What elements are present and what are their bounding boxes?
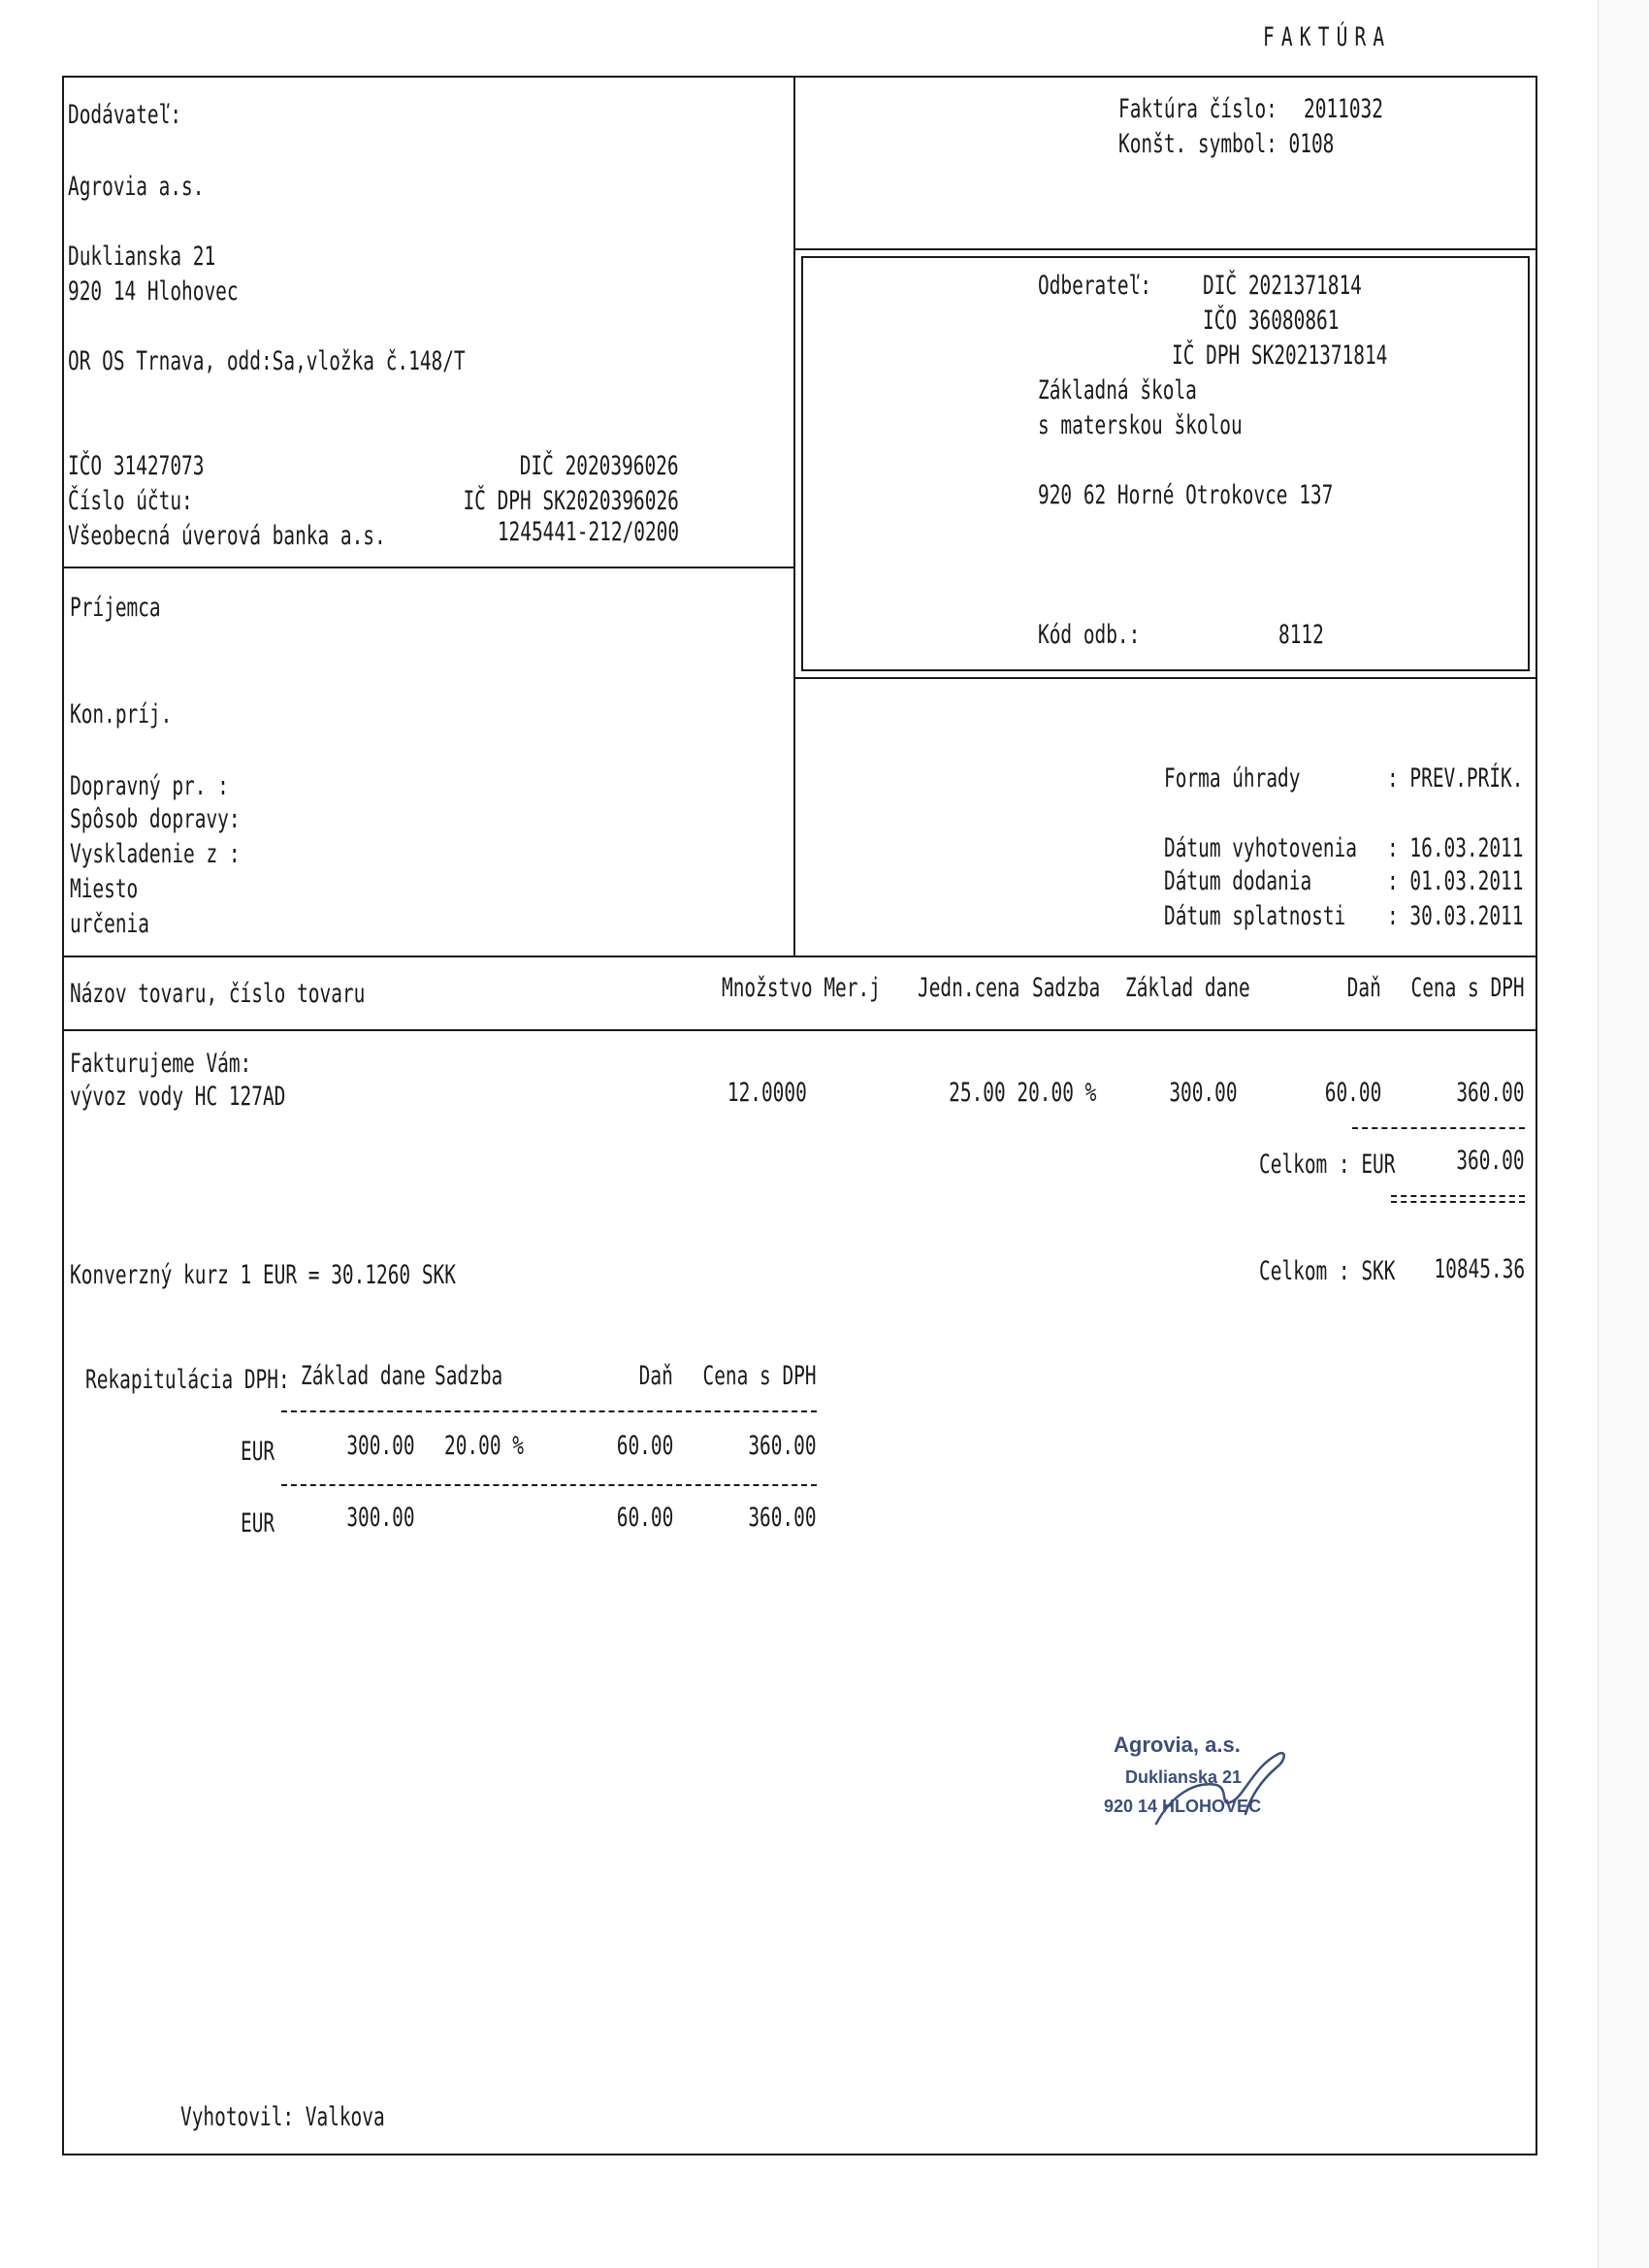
- supplier-street: Duklianska 21: [68, 242, 216, 272]
- col-header-price: Jedn.cena: [918, 973, 1020, 1003]
- constant-symbol: Konšt. symbol: 0108: [1118, 129, 1335, 159]
- carrier-label: Dopravný pr. :: [70, 771, 229, 801]
- supplier-ico: IČO 31427073: [68, 451, 205, 481]
- col-header-qty-unit: Množstvo Mer.j: [722, 973, 881, 1003]
- recap-row1-rate: 20.00 %: [444, 1431, 524, 1461]
- stamp-line-3: 920 14 HLOHOVEC: [1104, 1797, 1262, 1816]
- supplier-city: 920 14 Hlohovec: [68, 276, 239, 307]
- customer-label: Odberateľ:: [1038, 271, 1152, 301]
- document-title: FAKTÚRA: [1263, 22, 1392, 52]
- payment-method: : PREV.PRÍK.: [1387, 763, 1524, 794]
- recap-row2-base: 300.00: [346, 1503, 415, 1533]
- customer-dic: DIČ 2021371814: [1203, 271, 1362, 301]
- recap-row1-total: 360.00: [748, 1431, 817, 1461]
- supplier-heading: Dodávateľ:: [68, 100, 182, 130]
- items-header-top: [62, 956, 1537, 957]
- item-total: 360.00: [1456, 1078, 1525, 1108]
- customer-box-inner: [801, 256, 1530, 671]
- recap-row1-base: 300.00: [346, 1431, 415, 1461]
- supplier-register: OR OS Trnava, odd:Sa,vložka č.148/T: [68, 346, 466, 376]
- supplier-account: 1245441-212/0200: [497, 517, 679, 547]
- item-tax: 60.00: [1324, 1078, 1381, 1108]
- destination-label-2: určenia: [70, 909, 149, 939]
- recipient-label: Príjemca: [70, 593, 161, 623]
- supplier-dic: DIČ 2020396026: [520, 451, 679, 481]
- total-eur-label: Celkom : EUR: [1259, 1150, 1396, 1180]
- signature: [1096, 1731, 1329, 1828]
- recap-row2-currency: EUR: [241, 1508, 275, 1539]
- frame-top: [62, 76, 1537, 78]
- col-header-total: Cena s DPH: [1410, 973, 1525, 1003]
- subtotal-rule: [1352, 1127, 1525, 1129]
- col-header-rate: Sadzba: [1032, 973, 1101, 1003]
- customer-name-line1: Základná škola: [1038, 375, 1197, 405]
- total-skk: 10845.36: [1434, 1254, 1525, 1284]
- item-name: vývoz vody HC 127AD: [70, 1082, 286, 1112]
- due-date: : 30.03.2011: [1387, 901, 1524, 931]
- col-header-name: Názov tovaru, číslo tovaru: [70, 979, 366, 1009]
- recap-header-rate: Sadzba: [435, 1361, 503, 1391]
- col-header-tax: Daň: [1346, 973, 1381, 1003]
- frame-left: [62, 76, 64, 2155]
- recap-header-tax: Daň: [638, 1361, 673, 1391]
- invoice-number: 2011032: [1304, 94, 1383, 124]
- supplier-ic-dph: IČ DPH SK2020396026: [463, 486, 679, 516]
- col-header-base: Základ dane: [1125, 973, 1250, 1003]
- warehouse-label: Vyskladenie z :: [70, 839, 241, 869]
- recap-label: Rekapitulácia DPH:: [85, 1365, 290, 1395]
- invoice-intro: Fakturujeme Vám:: [70, 1049, 252, 1079]
- recap-row1-tax: 60.00: [616, 1431, 673, 1461]
- recap-header-base: Základ dane: [301, 1361, 426, 1391]
- item-price-rate: 25.00 20.00 %: [948, 1078, 1096, 1108]
- stamp-line-2: Duklianska 21: [1125, 1767, 1243, 1787]
- destination-label-1: Miesto: [70, 874, 139, 904]
- customer-code: 8112: [1278, 620, 1324, 650]
- prepared-by: Vyhotovil: Valkova: [180, 2102, 385, 2132]
- delivery-date-label: Dátum dodania: [1164, 866, 1312, 896]
- recap-row1-currency: EUR: [241, 1437, 275, 1467]
- customer-code-label: Kód odb.:: [1038, 620, 1141, 650]
- total-double-rule: [1391, 1195, 1525, 1203]
- transport-label: Spôsob dopravy:: [70, 804, 241, 834]
- recap-row2-total: 360.00: [748, 1503, 817, 1533]
- frame-bottom: [62, 2154, 1537, 2155]
- due-date-label: Dátum splatnosti: [1164, 901, 1346, 931]
- recap-rule-1: [281, 1410, 817, 1412]
- supplier-account-label: Číslo účtu:: [68, 486, 193, 516]
- mid-divider-vertical: [793, 679, 795, 956]
- item-base: 300.00: [1169, 1078, 1238, 1108]
- issue-date-label: Dátum vyhotovenia: [1164, 833, 1357, 863]
- invoice-number-label: Faktúra číslo:: [1118, 94, 1277, 124]
- stamp-line-1: Agrovia, a.s.: [1114, 1733, 1241, 1757]
- recap-row2-tax: 60.00: [616, 1503, 673, 1533]
- item-qty: 12.0000: [728, 1078, 807, 1108]
- issue-date: : 16.03.2011: [1387, 833, 1524, 863]
- delivery-date: : 01.03.2011: [1387, 866, 1524, 896]
- items-header-bottom: [62, 1029, 1537, 1031]
- supplier-divider-horizontal: [62, 567, 795, 568]
- customer-name-line2: s materskou školou: [1038, 410, 1243, 440]
- total-eur: 360.00: [1456, 1146, 1525, 1176]
- customer-ic-dph: IČ DPH SK2021371814: [1172, 340, 1388, 371]
- recipient-kon: Kon.príj.: [70, 699, 173, 729]
- payment-method-label: Forma úhrady: [1164, 763, 1301, 794]
- recap-rule-2: [281, 1484, 817, 1486]
- customer-ico: IČO 36080861: [1203, 306, 1340, 336]
- company-stamp: [1096, 1731, 1329, 1828]
- supplier-name: Agrovia a.s.: [68, 172, 205, 202]
- customer-address: 920 62 Horné Otrokovce 137: [1038, 480, 1334, 510]
- recap-header-total: Cena s DPH: [702, 1361, 817, 1391]
- supplier-bank: Všeobecná úverová banka a.s.: [68, 521, 386, 551]
- scan-page-edge: [1598, 0, 1649, 2268]
- conversion-rate: Konverzný kurz 1 EUR = 30.1260 SKK: [70, 1260, 456, 1290]
- total-skk-label: Celkom : SKK: [1259, 1256, 1396, 1286]
